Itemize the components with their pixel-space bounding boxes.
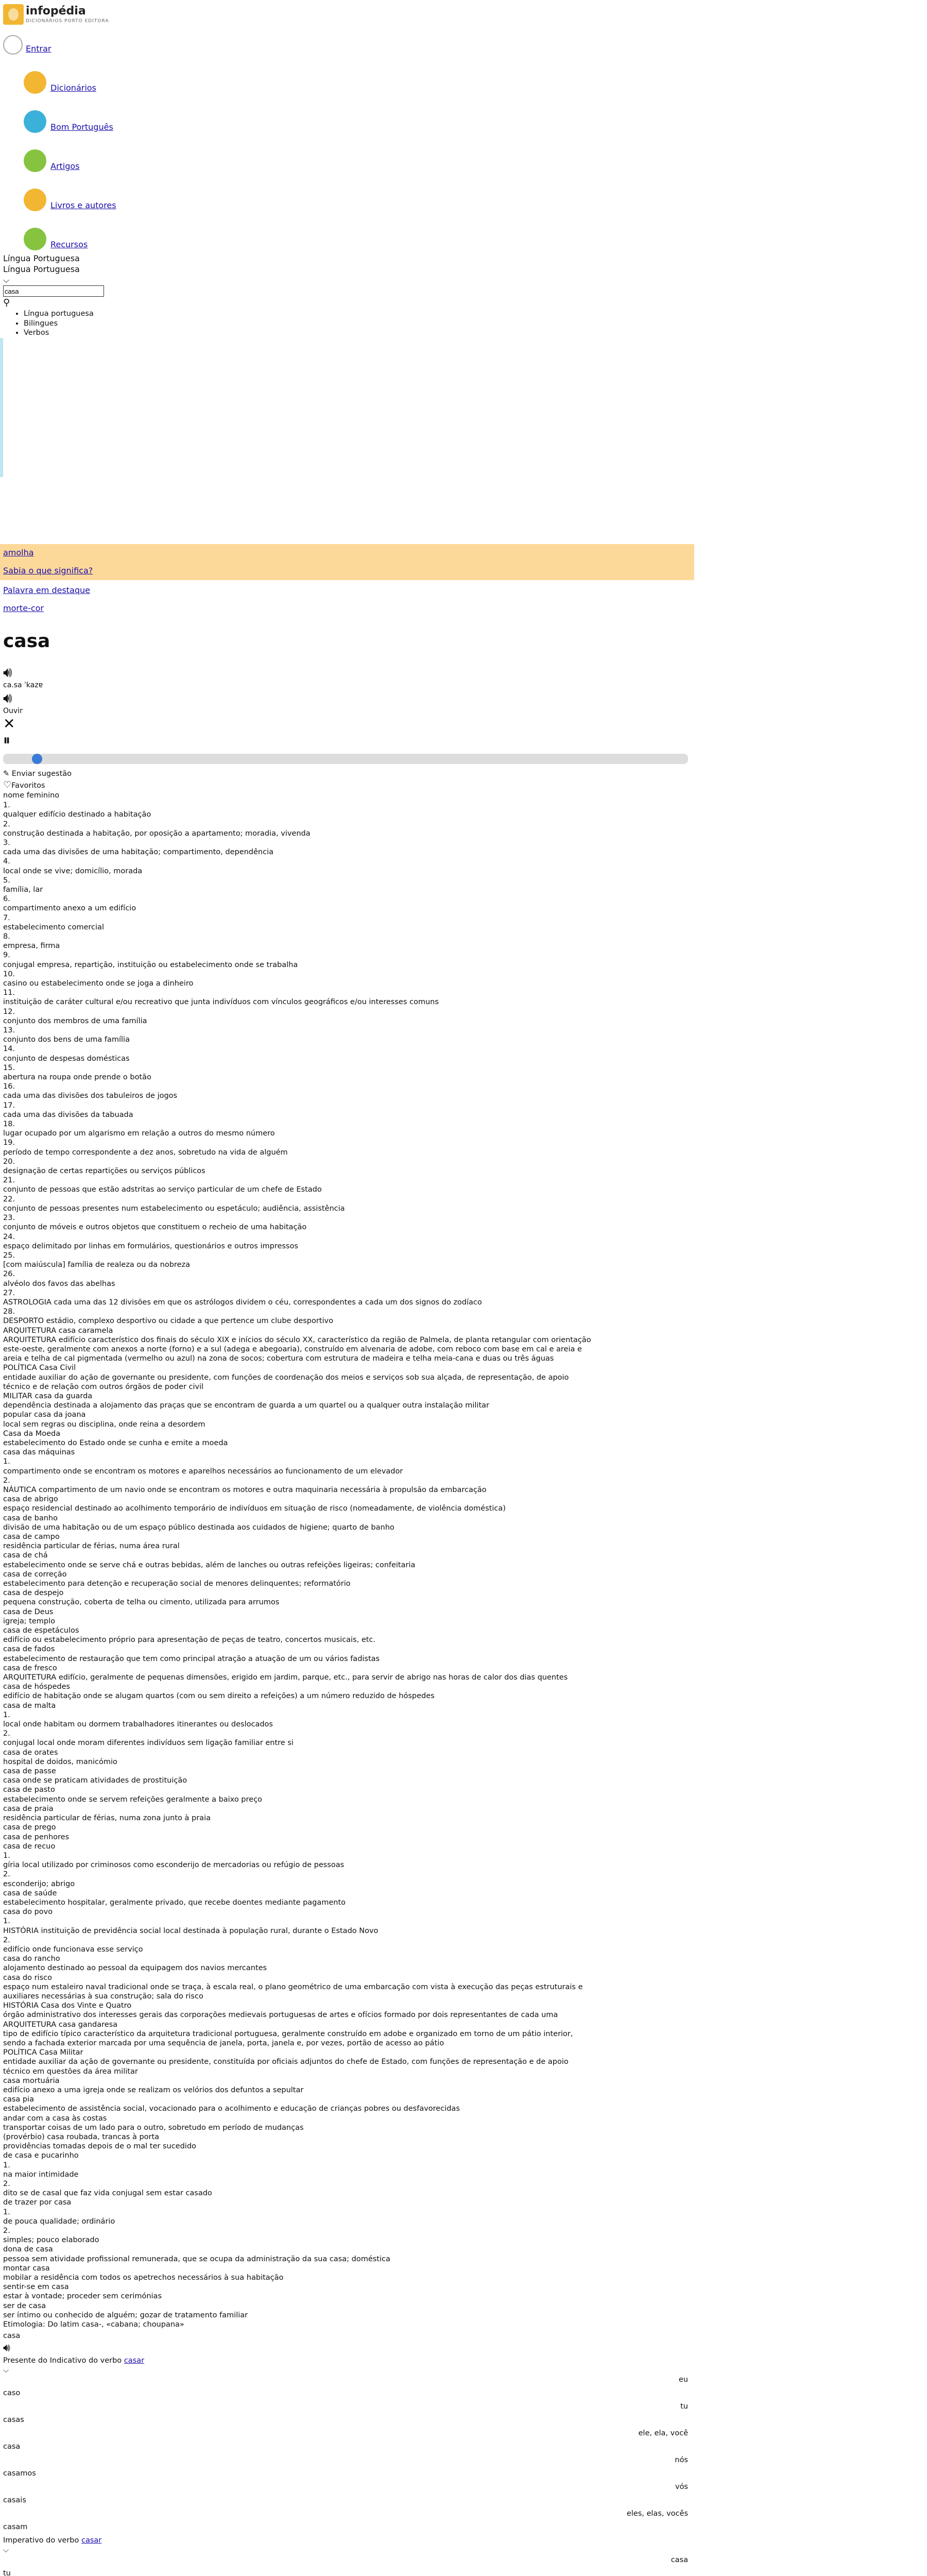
conjugation-row (3, 2402, 688, 2415)
definition-text: de trazer por casa (3, 2198, 72, 2207)
conjugation-row (3, 2482, 688, 2496)
logo-icon (3, 4, 24, 25)
definition-text: compartimento onde se encontram os motores e aparelhos necessários ao funcionamento de um elevador (3, 1467, 403, 1476)
dictionary-icon (24, 71, 46, 94)
dict-option[interactable]: • Língua portuguesa (24, 309, 927, 319)
definition-text: estabelecimento onde se serve chá e outras bebidas, além de lanches ou outras refeições ligeiras; confeitaria (3, 1561, 416, 1569)
definition-text: (provérbio) casa roubada, trancas à porta (3, 2133, 160, 2141)
definition-text: esconderijo; abrigo (3, 1879, 75, 1888)
definition-number: 1. (3, 2208, 10, 2216)
definition-text: casa de Deus (3, 1607, 54, 1616)
nav-link[interactable]: Artigos (50, 161, 80, 172)
dict-option[interactable]: • Verbos (24, 328, 927, 338)
definition-number: 1. (3, 1710, 10, 1719)
definition-text: estabelecimento de restauração que tem como principal atração a atuação de um ou vários fadistas (3, 1654, 380, 1663)
login-link[interactable]: Entrar (26, 44, 52, 54)
definition-text: lugar ocupado por um algarismo em relação a outros do mesmo número (3, 1129, 275, 1138)
definition-text: edifício ou estabelecimento próprio para apresentação de peças de teatro, concertos musicais, etc. (3, 1636, 376, 1645)
definition-text: conjunto de móveis e outros objetos que constituem o recheio de uma habitação (3, 1223, 307, 1232)
definition-text: casa de praia (3, 1804, 54, 1813)
definition-text: casa de espetáculos (3, 1626, 79, 1635)
nav-item-recursos[interactable] (24, 211, 927, 250)
search-input[interactable] (3, 285, 104, 297)
definition-text: espaço residencial destinado ao acolhimento temporário de indivíduos em situação de risco (nomeadamente, de violência doméstica) (3, 1504, 506, 1513)
definition-text: conjunto de pessoas presentes num estabelecimento ou espetáculo; audiência, assistência (3, 1204, 345, 1213)
entry (0, 630, 927, 2576)
definition-text: casa de correção (3, 1570, 67, 1579)
definition-text: dona de casa (3, 2245, 53, 2254)
dict-option[interactable]: • Bilingues (24, 319, 927, 329)
definition-text: construção destinada a habitação, por oposição a apartamento; moradia, vivenda (3, 829, 311, 838)
definition-text: designação de certas repartições ou serviços públicos (3, 1167, 205, 1176)
suggest-label: Enviar sugestão (11, 770, 72, 778)
definition-number: 4. (3, 857, 10, 866)
definition-text: conjunto de despesas domésticas (3, 1054, 130, 1063)
definition-number: 11. (3, 989, 15, 997)
nav-link[interactable]: Bom Português (50, 122, 113, 132)
verb-link[interactable]: casar (124, 2356, 145, 2365)
definition-text: ARQUITETURA edifício, geralmente de pequenas dimensões, erigido em jardim, parque, etc., para servir de abrigo nas horas de calor dos dias quentes (3, 1673, 568, 1682)
conjugation-row (3, 2522, 688, 2536)
definition-text: órgão administrativo dos interesses gerais das corporações medievais portuguesas de artes e ofícios formado por dois representantes de cada uma (3, 2011, 558, 2020)
conjugation-row (3, 2569, 688, 2576)
definition-text: edifício anexo a uma igreja onde se realizam os velórios dos defuntos a sepultar (3, 2086, 304, 2094)
favorites-label: Favoritos (11, 781, 45, 790)
definition-text: local onde habitam ou dormem trabalhadores itinerantes ou deslocados (3, 1720, 273, 1729)
definition-text: entidade auxiliar do ação de governante ou presidente, com funções de coordenação dos meios e serviços sob sua alçada, de representação, de apoio (3, 1373, 569, 1382)
definition-text: NÁUTICA compartimento de um navio onde se encontram os motores e outra maquinaria necessária à propulsão da embarcação (3, 1485, 487, 1494)
definition-text: estabelecimento de assistência social, vocacionado para o acolhimento e educação de crianças pobres ou desfavorecidas (3, 2105, 460, 2113)
definition-text: casa de abrigo (3, 1495, 58, 1504)
conjugation-form: casais (3, 2496, 26, 2505)
nav-link[interactable]: Recursos (50, 240, 88, 250)
definition-text: MILITAR casa da guarda (3, 1392, 93, 1400)
ad-strip (0, 338, 3, 477)
login-row[interactable] (0, 29, 927, 55)
conjugation-person: eu (678, 2376, 688, 2384)
definition-text: estabelecimento hospitalar, geralmente privado, que recebe doentes mediante pagamento (3, 1898, 346, 1907)
conjugation-person: vós (675, 2483, 688, 2492)
definition-text: casa de saúde (3, 1889, 57, 1897)
conjugation-row (3, 2429, 688, 2442)
definition-text: Casa da Moeda (3, 1429, 61, 1438)
definition-text: residência particular de férias, numa zona junto à praia (3, 1814, 211, 1823)
definition-text: cada uma das divisões da tabuada (3, 1110, 133, 1119)
nav-link[interactable]: Livros e autores (50, 200, 116, 211)
definition-number: 13. (3, 1026, 15, 1035)
definition-number: 10. (3, 970, 15, 978)
definition-text: montar casa (3, 2264, 50, 2273)
definition-text: casa de banho (3, 1514, 58, 1522)
definition-text: cada uma das divisões de uma habitação; compartimento, dependência (3, 848, 274, 857)
definition-text: técnico em questões da área militar (3, 2067, 138, 2076)
definition-text: sendo a fachada exterior marcada por uma sequência de janela, porta, janela e, por vezes, portão de acesso ao pátio (3, 2039, 444, 2047)
definition-text: casa do povo (3, 1908, 53, 1917)
definition-text: entidade auxiliar da ação de governante ou presidente, constituída por oficiais adjuntos do chefe de Estado, com funções de representação e de apoio (3, 2058, 569, 2066)
definition-text: casa de passe (3, 1767, 56, 1776)
definition-text: casa mortuária (3, 2076, 60, 2085)
definition-text: de pouca qualidade; ordinário (3, 2217, 115, 2226)
pause-icon[interactable]: ⏸ (3, 732, 11, 749)
definition-text: transportar coisas de um lado para o outro, sobretudo em período de mudanças (3, 2123, 304, 2132)
definition-number: 2. (3, 820, 10, 828)
definition-text: estabelecimento para detenção e recuperação social de menores delinquentes; reformatório (3, 1580, 351, 1588)
definition-number: 17. (3, 1101, 15, 1110)
resources-icon (24, 228, 46, 250)
speech-bubble-icon (24, 110, 46, 133)
definition-text: DESPORTO estádio, complexo desportivo ou cidade a que pertence um clube desportivo (3, 1317, 333, 1326)
nav-item-bom-portugues[interactable] (24, 94, 927, 133)
definition-text: empresa, firma (3, 942, 60, 951)
definition-number: 9. (3, 951, 10, 960)
definition-text: casa de fados (3, 1645, 55, 1654)
definition-text: estar à vontade; proceder sem cerimónias (3, 2292, 162, 2301)
definition-text: HISTÓRIA Casa dos Vinte e Quatro (3, 2002, 132, 2010)
conjugation-row (3, 2509, 688, 2522)
dictionary-select[interactable] (0, 253, 927, 285)
definition-text: conjunto de pessoas que estão adstritas ao serviço particular de um chefe de Estado (3, 1185, 322, 1194)
conjugation-form: casas (3, 2416, 24, 2425)
definition-text: casa de penhores (3, 1833, 70, 1841)
definition-text: conjunto dos bens de uma família (3, 1036, 130, 1044)
present-table (3, 2375, 688, 2536)
definition-number: 6. (3, 895, 10, 904)
definition-number: 27. (3, 1289, 15, 1297)
definition-text: mobilar a residência com todos os apetrechos necessários à sua habitação (3, 2274, 284, 2282)
definition-text: qualquer edifício destinado a habitação (3, 810, 151, 819)
conjugation-form: casam (3, 2523, 28, 2532)
definition-text: casa de pasto (3, 1786, 55, 1794)
conjugation-person: ele, ela, você (638, 2429, 688, 2438)
dictionary-selected: Língua Portuguesa (3, 253, 80, 263)
conjugation-person: tu (680, 2402, 688, 2411)
suggest-row[interactable] (3, 769, 927, 779)
conjugation-form: caso (3, 2389, 21, 2398)
promo-cta[interactable]: Sabia o que significa? (3, 566, 93, 576)
definition-text: providências tomadas depois de o mal ter sucedido (3, 2142, 196, 2151)
promo-box[interactable] (0, 544, 694, 580)
definition-number: 14. (3, 1045, 15, 1054)
definition-text: estabelecimento do Estado onde se cunha e emite a moeda (3, 1438, 228, 1447)
definition-text: casa do rancho (3, 1955, 60, 1963)
definition-text: casa de orates (3, 1748, 58, 1757)
definition-text: casa pia (3, 2095, 35, 2104)
definition-number: 16. (3, 1082, 15, 1091)
definition-number: 5. (3, 876, 10, 885)
conjugation-row (3, 2455, 688, 2469)
definition-text: edifício de habitação onde se alugam quartos (com ou sem direito a refeições) a um número reduzido de hóspedes (3, 1692, 435, 1701)
definition-text: sentir-se em casa (3, 2283, 69, 2292)
definition-text: espaço delimitado por linhas em formulários, questionários e outros impressos (3, 1242, 298, 1250)
definition-number: 2. (3, 1730, 10, 1738)
definition-text: casa de despejo (3, 1589, 64, 1598)
definition-text: pequena construção, coberta de telha ou cimento, utilizada para arrumos (3, 1598, 280, 1607)
conjugation-person: casa (671, 2556, 688, 2565)
present-label (3, 2356, 927, 2366)
definition-text: compartimento anexo a um edifício (3, 904, 136, 913)
promo-word[interactable]: amolha (3, 548, 34, 558)
imperative-label (3, 2536, 927, 2546)
definition-text: conjugal local onde moram diferentes indivíduos sem ligação familiar entre si (3, 1739, 294, 1748)
definition-number: 22. (3, 1195, 15, 1204)
definition-text: alojamento destinado ao pessoal da equipagem dos navios mercantes (3, 1964, 267, 1973)
definition-text: período de tempo correspondente a dez anos, sobretudo na vida de alguém (3, 1148, 288, 1157)
definition-number: 18. (3, 1120, 15, 1129)
conjugation-person: nós (675, 2456, 688, 2465)
conjugation-row (3, 2415, 688, 2429)
definition-text: casa do risco (3, 1973, 52, 1982)
main-nav (0, 55, 927, 250)
definition-number: 15. (3, 1063, 15, 1072)
definition-text: casa de recuo (3, 1842, 56, 1851)
nav-item-artigos[interactable] (24, 133, 927, 172)
featured-word[interactable]: morte-cor (3, 603, 44, 614)
definition-number: 2. (3, 2180, 10, 2189)
definition-text: abertura na roupa onde prende o botão (3, 1073, 151, 1082)
definition-number: 2. (3, 1870, 10, 1879)
featured-word-block (0, 585, 927, 614)
definition-text: edifício onde funcionava esse serviço (3, 1945, 143, 1954)
definition-text: POLÍTICA Casa Militar (3, 2048, 83, 2057)
logo-text-wrap (26, 4, 109, 25)
logo-title: infopédia (26, 4, 86, 18)
definition-text: estabelecimento comercial (3, 923, 104, 931)
definition-number: 1. (3, 1917, 10, 1926)
definition-text: este-oeste, geralmente com anexos a norte (forno) e a sul (adega e abegoaria), construído em alvenaria de adobe, com reboco com base em cal e areia e (3, 1345, 582, 1353)
definition-text: casa de malta (3, 1701, 56, 1710)
site-logo[interactable] (0, 0, 927, 29)
pronunciation: ca.sa ˈkazɐ (3, 681, 43, 689)
search-icon[interactable]: ⚲ (3, 297, 10, 309)
dictionary-selected-repeat: Língua Portuguesa (3, 264, 80, 274)
definition-text: HISTÓRIA instituição de previdência social local destinada à população rural, durante o Estado Novo (3, 1926, 379, 1935)
definition-number: 2. (3, 2227, 10, 2235)
definition-number: 7. (3, 913, 10, 922)
listen-label: Ouvir (3, 706, 23, 715)
definition-number: 24. (3, 1232, 15, 1241)
definition-number: 1. (3, 2161, 10, 2170)
definition-text: espaço num estaleiro naval tradicional onde se traça, à escala real, o plano geométrico de uma embarcação com vista à execução das peças estruturais e (3, 1982, 583, 1991)
conjugation-head (3, 2331, 927, 2375)
definition-text: família, lar (3, 885, 43, 894)
conjugation-row (3, 2496, 688, 2509)
definition-text: Etimologia: Do latim casa-, «cabana; choupana» (3, 2320, 184, 2329)
definition-number: 8. (3, 933, 10, 941)
definition-text: casa onde se praticam atividades de prostituição (3, 1776, 187, 1785)
favorites-row[interactable] (3, 779, 927, 791)
definition-text: hospital de doidos, manicómio (3, 1757, 117, 1766)
conjugation-verb: casa (3, 2332, 21, 2341)
definition-text: tipo de edifício típico característico da arquitetura tradicional portuguesa, geralmente construído em adobe e organizado em torno de um pátio interior, (3, 2029, 573, 2038)
definition-text: casa de campo (3, 1533, 60, 1541)
definition-text: casa de prego (3, 1823, 56, 1832)
nav-link[interactable]: Dicionários (50, 83, 96, 93)
edit-icon: ✎ (3, 770, 10, 778)
definition-text: auxiliares necessárias à sua construção; sala do risco (3, 1992, 203, 2001)
definition-text: local sem regras ou disciplina, onde reina a desordem (3, 1420, 205, 1429)
definition-text: técnico e de relação com outros órgãos de poder civil (3, 1382, 204, 1391)
conjugation-row (3, 2469, 688, 2482)
search-form (0, 285, 927, 309)
definition-text: local onde se vive; domicílio, morada (3, 867, 143, 875)
definition-number: 28. (3, 1308, 15, 1316)
definition-text: dito se de casal que faz vida conjugal sem estar casado (3, 2189, 212, 2198)
definition-text: igreja; templo (3, 1617, 56, 1625)
close-icon[interactable]: ✕ (3, 715, 15, 733)
definition-text: instituição de caráter cultural e/ou recreativo que junta indivíduos com vínculos geográficos e/ou interesses comuns (3, 998, 439, 1007)
definition-text: estabelecimento onde se servem refeições geralmente a baixo preço (3, 1795, 262, 1804)
definition-text: casa de chá (3, 1551, 48, 1560)
definition-text: cada uma das divisões dos tabuleiros de jogos (3, 1092, 178, 1100)
definition-number: 26. (3, 1270, 15, 1279)
imperative-table (3, 2555, 688, 2576)
present-label-text: Presente do Indicativo do verbo (3, 2356, 122, 2365)
chevron-down-icon[interactable]: ⌵ (3, 2366, 9, 2375)
definition-number: 2. (3, 1476, 10, 1485)
nav-item-livros[interactable] (24, 172, 927, 211)
definition-text: popular casa da joana (3, 1411, 86, 1419)
conjugation-form: casa (3, 2443, 21, 2451)
definition-text: pessoa sem atividade profissional remunerada, que se ocupa da administração da sua casa; doméstica (3, 2255, 390, 2263)
definition-text: ser íntimo ou conhecido de alguém; gozar de tratamento familiar (3, 2311, 248, 2319)
definition-text: andar com a casa às costas (3, 2114, 107, 2123)
definition-text: gíria local utilizado por criminosos como esconderijo de mercadorias ou refúgio de pessoas (3, 1861, 345, 1870)
definition-number: 12. (3, 1007, 15, 1016)
conjugation-row (3, 2388, 688, 2402)
definition-number: 2. (3, 1936, 10, 1944)
definition-text: ASTROLOGIA cada uma das 12 divisões em que os astrólogos dividem o céu, correspondentes a cada um dos signos do zodíaco (3, 1298, 482, 1307)
chevron-down-icon: ⌵ (3, 275, 10, 285)
logo-subtitle: DICIONÁRIOS PORTO EDITORA (26, 19, 109, 24)
definition-text: areia e telha de cal pigmentada (vermelho ou azul) na zona de socos; cobertura com estrutura de madeira e telha meia-cana e duas ou três águas (3, 1354, 554, 1363)
verb-link[interactable]: casar (81, 2536, 102, 2545)
imperative-label-text: Imperativo do verbo (3, 2536, 79, 2545)
definition-text: casa de fresco (3, 1664, 57, 1672)
definition-text: de casa e pucarinho (3, 2151, 79, 2160)
gender-label: nome feminino (3, 791, 60, 800)
definition-number: 19. (3, 1139, 15, 1147)
nav-item-dicionarios[interactable] (24, 55, 927, 94)
definition-text: ARQUITETURA edifício característico dos finais do século XIX e inícios do século XX, característico da região de Palmela, de planta retangular com orientação (3, 1335, 591, 1344)
definition-number: 25. (3, 1251, 15, 1260)
user-icon (3, 35, 23, 55)
speaker-icon[interactable]: 🔊︎ (3, 2342, 10, 2355)
definition-text: ARQUITETURA casa caramela (3, 1326, 113, 1335)
conjugation-row (3, 2375, 688, 2388)
featured-label[interactable]: Palavra em destaque (3, 585, 90, 596)
conjugation-row (3, 2442, 688, 2455)
definition-number: 23. (3, 1214, 15, 1223)
definition-list (3, 801, 927, 2329)
definition-text: ARQUITETURA casa gandaresa (3, 2020, 118, 2029)
definition-number: 21. (3, 1176, 15, 1185)
headword: casa (3, 630, 50, 652)
definition-text: dependência destinada a alojamento das praças que se encontram de guarda a um quartel ou a qualquer outra instalação militar (3, 1401, 489, 1410)
definition-text: POLÍTICA Casa Civil (3, 1364, 76, 1372)
speaker-icon[interactable]: 🔊︎ (3, 689, 12, 706)
definition-text: conjugal empresa, repartição, instituição ou estabelecimento onde se trabalha (3, 960, 298, 969)
definition-text: residência particular de férias, numa área rural (3, 1542, 180, 1551)
definition-text: casa das máquinas (3, 1448, 75, 1457)
dictionary-options (0, 309, 927, 338)
definition-number: 20. (3, 1157, 15, 1166)
audio-progress-knob[interactable] (32, 754, 42, 764)
audio-progress[interactable] (3, 754, 688, 764)
definition-text: divisão de uma habitação ou de um espaço público destinada aos cuidados de higiene; quarto de banho (3, 1523, 394, 1532)
definition-number: 1. (3, 1458, 10, 1466)
definition-text: conjunto dos membros de uma família (3, 1016, 147, 1025)
definition-text: alvéolo dos favos das abelhas (3, 1279, 115, 1288)
ad-space (0, 338, 927, 477)
conjugation-person: eles, elas, vocês (626, 2510, 688, 2518)
conjugation-row (3, 2555, 688, 2569)
definition-text: casino ou estabelecimento onde se joga a dinheiro (3, 979, 194, 988)
speaker-icon[interactable]: 🔊︎ (3, 663, 12, 681)
definition-text: simples; pouco elaborado (3, 2236, 99, 2245)
chevron-down-icon[interactable]: ⌵ (3, 2546, 9, 2555)
heart-icon: ♡ (3, 779, 12, 790)
article-icon (24, 149, 46, 172)
definition-number: 1. (3, 1851, 10, 1860)
definition-text: [com maiúscula] família de realeza ou da nobreza (3, 1261, 190, 1269)
conjugation-form: casamos (3, 2469, 36, 2478)
definition-text: ser de casa (3, 2301, 46, 2310)
definition-text: na maior intimidade (3, 2170, 79, 2179)
book-icon (24, 189, 46, 211)
definition-number: 3. (3, 838, 10, 847)
definition-text: casa de hóspedes (3, 1683, 71, 1691)
definition-number: 1. (3, 801, 10, 810)
conjugation-form: tu (3, 2569, 11, 2576)
